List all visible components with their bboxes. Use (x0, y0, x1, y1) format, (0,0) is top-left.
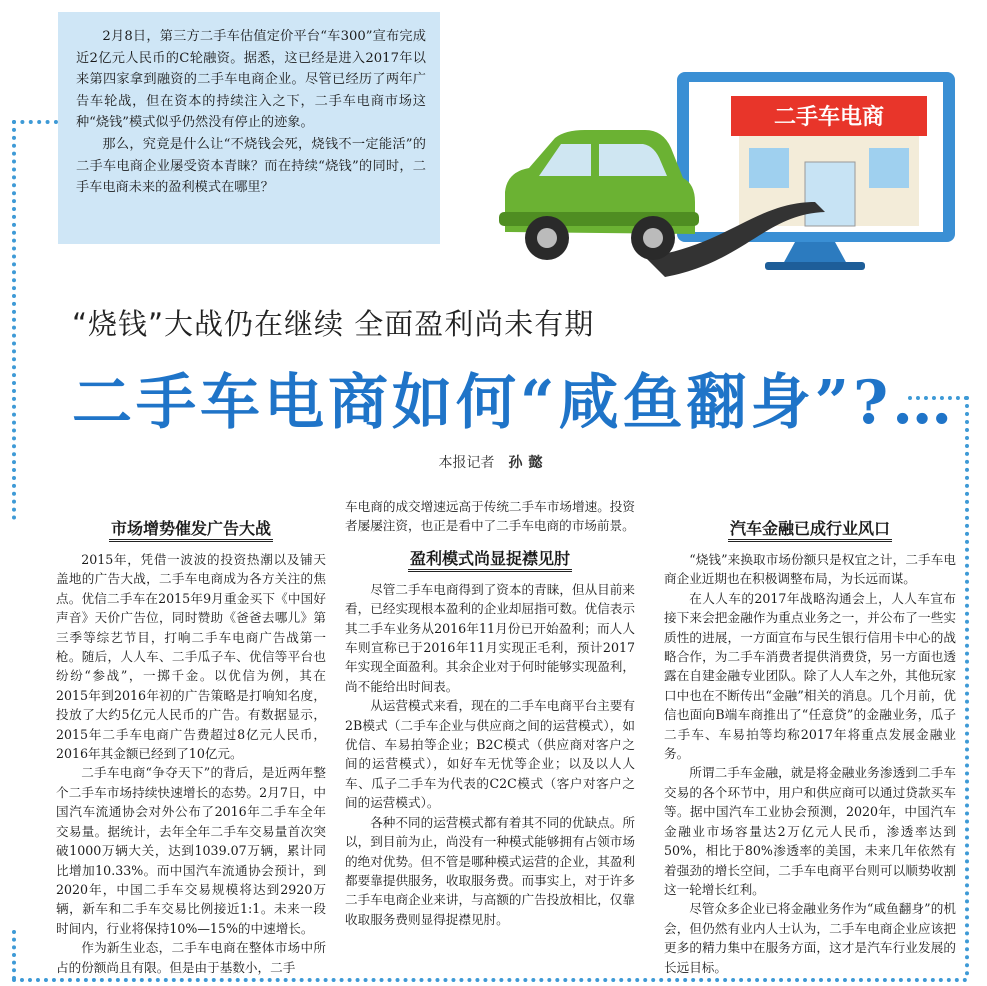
frame-dots-bottom (12, 978, 968, 982)
monitor-stand (783, 242, 847, 264)
green-car (499, 130, 699, 260)
frame-dots-top-left (12, 120, 58, 124)
car-shop-illustration (495, 52, 965, 282)
section-title: 盈利模式尚显捉襟见肘 (345, 548, 635, 570)
byline-label: 本报记者 (438, 455, 495, 471)
section-title: 汽车金融已成行业风口 (664, 518, 956, 540)
byline (0, 452, 987, 472)
intro-paragraph: 那么，究竟是什么让“不烧钱会死，烧钱不一定能活”的二手车电商企业屡受资本青睐？而在持续“烧钱”的同时，二手车电商未来的盈利模式在哪里？ (76, 136, 426, 196)
section-title: 市场增势催发广告大战 (56, 518, 326, 540)
frame-dots-left-bottom (12, 930, 16, 980)
paragraph: 所谓二手车金融，就是将金融业务渗透到二手车交易的各个环节中，用户和供应商可以通过贷款买车等。据中国汽车工业协会预测，2020年，中国汽车金融业市场容量达2万亿元人民币，渗透率达到50%，相比于80%渗透率的美国，未来几年依然有着强劲的增长空间，二手车电商平台则可以顺势收割这一轮增长红利。 (664, 765, 956, 897)
paragraph: “烧钱”来换取市场份额只是权宜之计，二手车电商企业近期也在积极调整布局，为长远而谋。 (664, 552, 956, 587)
paragraph: 各种不同的运营模式都有着其不同的优缺点。所以，到目前为止，尚没有一种模式能够拥有占领市场的绝对优势。但不管是哪种模式运营的企业，其盈利都要靠提供服务，收取服务费。而事实上，对于许多二手车电商企业来讲，与高额的广告投放相比，仅靠收取服务费则显得捉襟见肘。 (345, 814, 635, 927)
frame-dots-right (965, 396, 969, 976)
column-2 (345, 497, 635, 929)
paragraph: 尽管众多企业已将金融业务作为“咸鱼翻身”的机会，但仍然有业内人士认为，二手车电商企业应该把更多的精力集中在服务方面，这才是汽车行业发展的长远目标。 (664, 901, 956, 975)
paragraph: 车电商的成交增速远高于传统二手车市场增速。投资者屡屡注资，也正是看中了二手车电商的市场前景。 (345, 499, 635, 534)
paragraph: 从运营模式来看，现在的二手车电商平台主要有2B模式（二手车企业与供应商之间的运营模式），如优信、车易拍等企业；B2C模式（供应商对客户之间的运营模式），如好车无忧等企业；以及以人人车、瓜子二手车为代表的C2C模式（客户对客户之间的运营模式）。 (345, 698, 635, 811)
shop-window (869, 148, 909, 188)
shop-window (749, 148, 789, 188)
intro-paragraph: 2月8日，第三方二手车估值定价平台“车300”宣布完成近2亿元人民币的C轮融资。据悉，这已经是进入2017年以来第四家拿到融资的二手车电商企业。尽管已经历了两年广告车轮战，但在资本的持续注入之下，二手车电商市场这种“烧钱”模式似乎仍然没有停止的迹象。 (76, 29, 426, 131)
monitor-base (765, 262, 865, 270)
column-1 (56, 518, 326, 977)
paragraph: 在人人车的2017年战略沟通会上，人人车宣布接下来会把金融作为重点业务之一，并公布了一些实质性的进展，一方面宣布与民生银行信用卡中心的战略合作，为二手车消费者提供消费贷，另一方面也透露在自建金融专业团队。除了人人车之外，其他玩家口中也在不断传出“金融”相关的消息。几个月前，优信也面向B端车商推出了“任意贷”的金融业务，瓜子二手车、车易拍等均称2017年将重点发展金融业务。 (664, 590, 956, 762)
paragraph: 作为新生业态，二手车电商在整体市场中所占的份额尚且有限。但是由于基数小，二手 (56, 940, 326, 975)
headline: 二手车电商如何“咸鱼翻身”?… (72, 368, 957, 438)
paragraph: 二手车电商“争夺天下”的背后，是近两年整个二手车市场持续快速增长的态势。2月7日，中国汽车流通协会对外公布了2016年二手车全年交易量。据统计，去年全年二手车交易量首次突破1000万辆大关，达到1039.07万辆，累计同比增加10.33%。而中国汽车流通协会预计，到2020年，中国二手车交易规模将达到2920万辆，新车和二手车交易比例接近1:1。未来一段时间内，行业将保持10%—15%的中速增长。 (56, 765, 326, 936)
subheadline: “烧钱”大战仍在继续 全面盈利尚未有期 (72, 307, 595, 341)
paragraph: 尽管二手车电商得到了资本的青睐，但从目前来看，已经实现根本盈利的企业却屈指可数。优信表示其二手车业务从2016年11月份已开始盈利；而人人车则宣称已于2016年11月实现正毛利，预计2017年实现全面盈利。其余企业对于何时能够实现盈利，尚不能给出时间表。 (345, 581, 635, 694)
shop-door (805, 162, 855, 226)
byline-name: 孙懿 (508, 455, 549, 471)
paragraph: 2015年，凭借一波波的投资热潮以及铺天盖地的广告大战，二手车电商成为各方关注的焦点。优信二手车在2015年9月重金买下《中国好声音》天价广告位，同时赞助《爸爸去哪儿》第三季等综艺节目，打响二手车电商广告战第一枪。随后，人人车、二手瓜子车、优信等平台也纷纷“参战”，一掷千金。以优信为例，其在2015年到2016年初的广告策略是打响知名度，投放了大约5亿元人民币的广告。有数据显示，2015年二手车电商广告费超过8亿元人民币，2016年其金额已经到了10亿元。 (56, 552, 326, 762)
shop-sign-text: 二手车电商 (773, 105, 885, 130)
column-3 (664, 518, 956, 977)
intro-box (58, 12, 440, 244)
